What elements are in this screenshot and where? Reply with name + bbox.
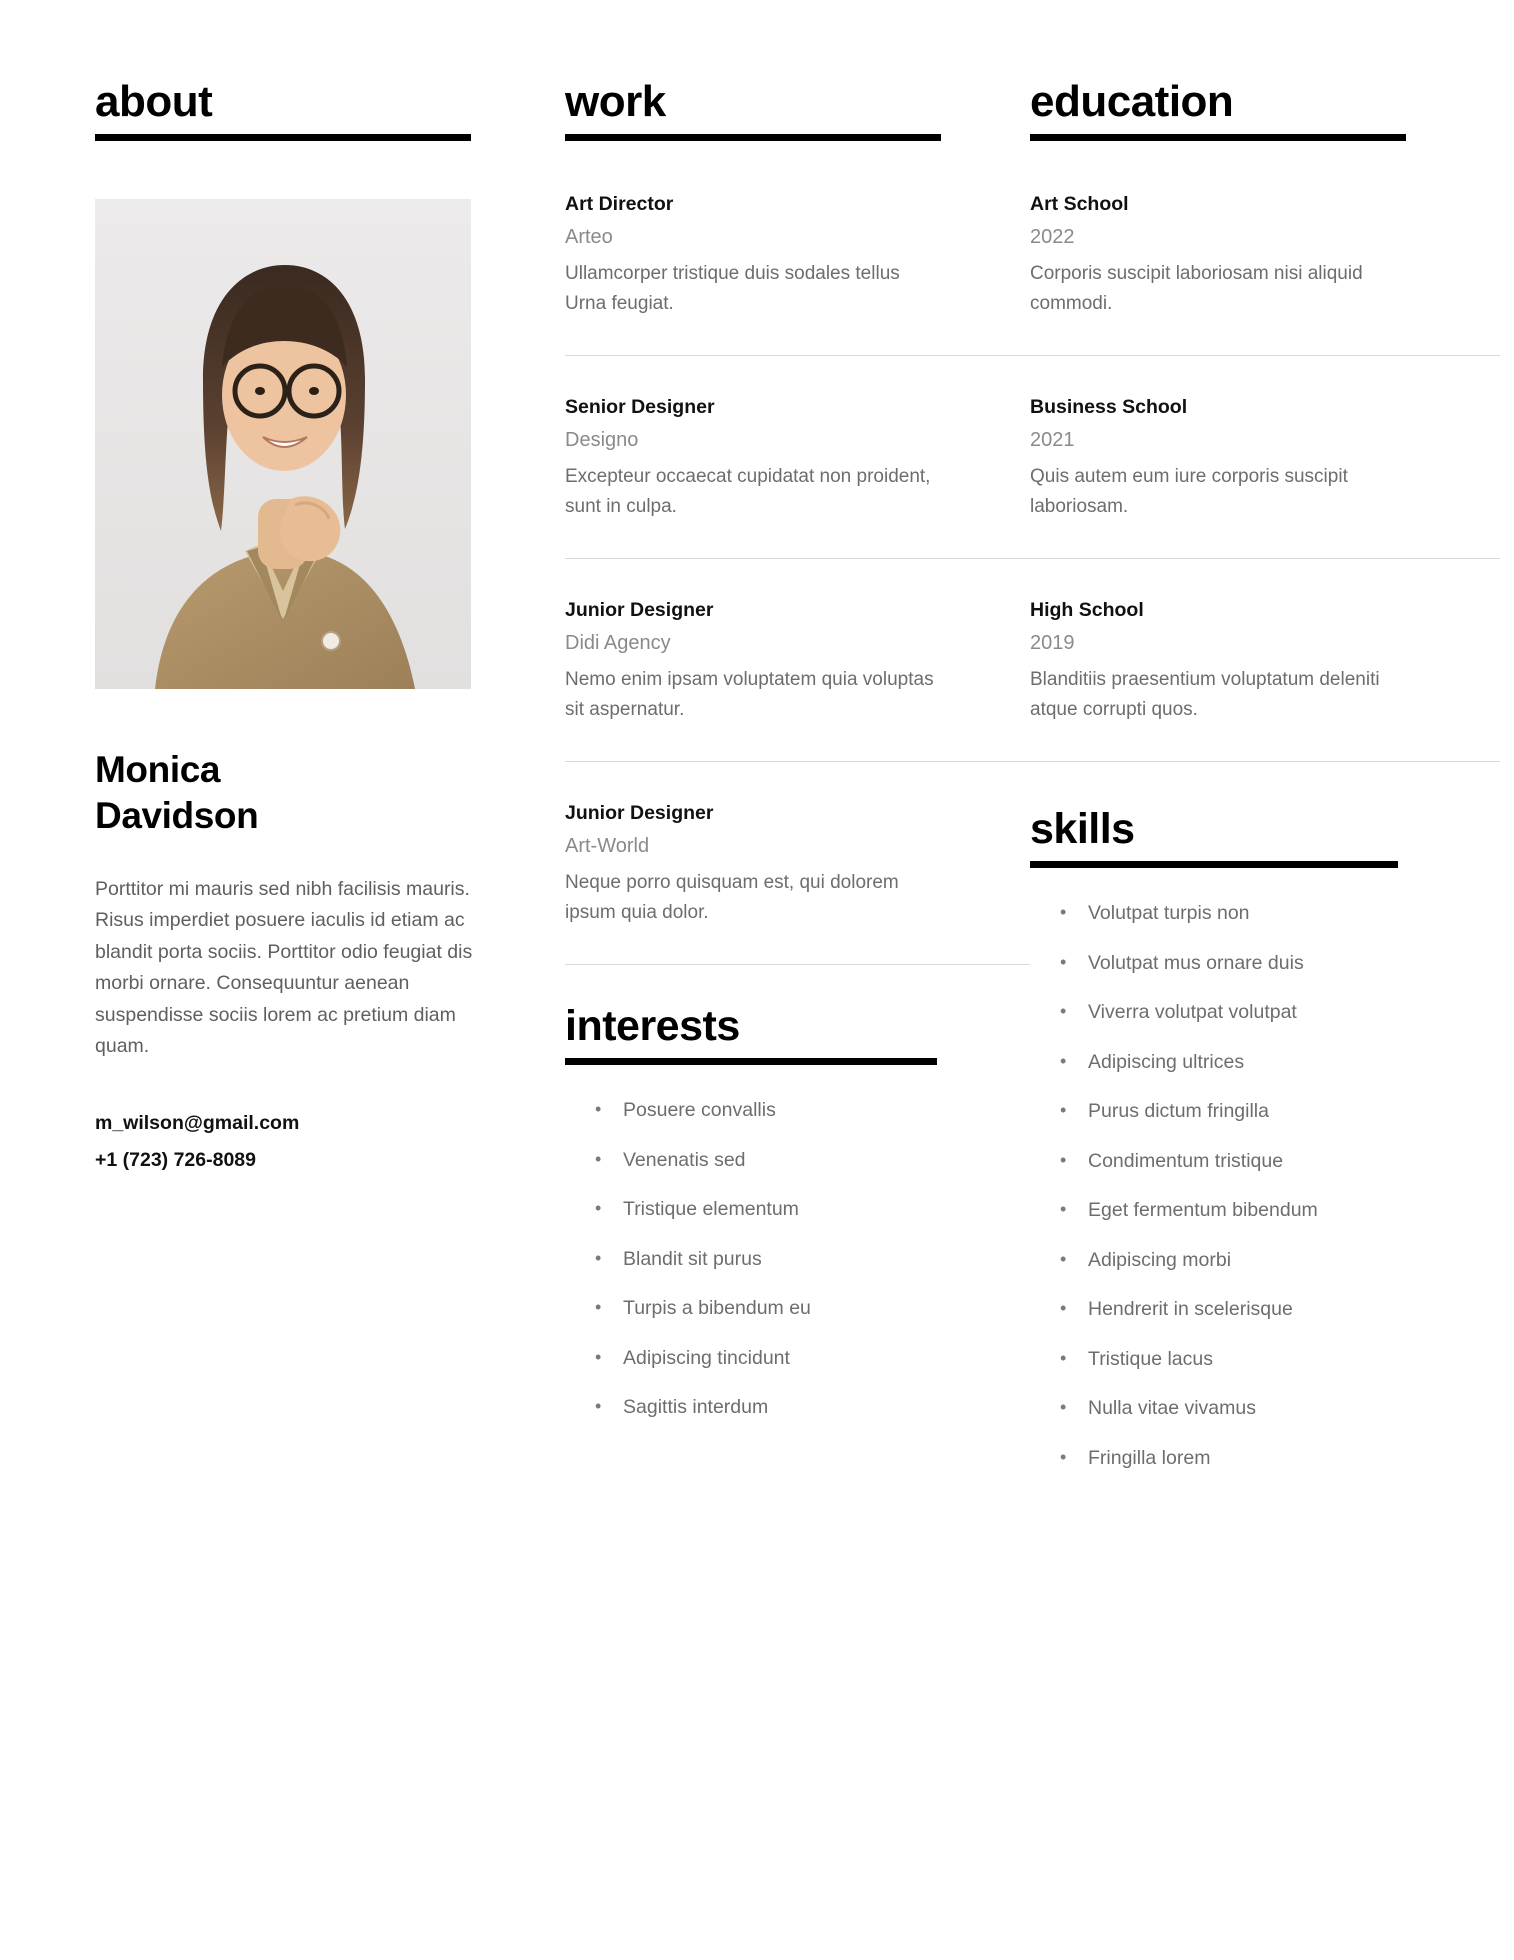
work-entry-description: Neque porro quisquam est, qui dolorem ipsum quia dolor. xyxy=(565,872,899,924)
list-item: • Eget fermentum bibendum xyxy=(1088,1201,1428,1221)
list-item: • Sagittis interdum xyxy=(623,1398,963,1418)
list-item: • Adipiscing ultrices xyxy=(1088,1053,1428,1073)
interests-list xyxy=(565,1101,1030,1418)
interests-section xyxy=(565,1002,1030,1419)
education-entry xyxy=(1030,193,1500,356)
education-entry-description: Blanditiis praesentium voluptatum deleniti atque corrupti quos. xyxy=(1030,669,1380,721)
education-entry-title: High School xyxy=(1030,599,1144,622)
profile-photo-container xyxy=(95,199,471,689)
list-item: • Adipiscing tincidunt xyxy=(623,1349,963,1369)
work-entry-company: Designo xyxy=(565,429,639,452)
section-rule-education xyxy=(1030,134,1406,141)
work-entries xyxy=(565,193,1030,965)
contact-phone[interactable]: +1 (723) 726-8089 xyxy=(95,1149,256,1172)
work-entry-title: Junior Designer xyxy=(565,599,714,622)
work-entry-title: Junior Designer xyxy=(565,802,714,825)
education-entry-year: 2022 xyxy=(1030,226,1075,248)
work-entry-description: Excepteur occaecat cupidatat non proident, sunt in culpa. xyxy=(565,466,931,518)
section-rule-skills xyxy=(1030,861,1398,868)
contact-block xyxy=(95,1105,565,1179)
section-rule-about xyxy=(95,134,471,141)
work-entry xyxy=(565,193,1030,356)
work-column xyxy=(565,77,1030,1448)
work-entry-company: Arteo xyxy=(565,226,613,248)
list-item: • Tristique lacus xyxy=(1088,1350,1428,1370)
profile-bio: Porttitor mi mauris sed nibh facilisis mauris. Risus imperdiet posuere iaculis id etiam ac blandit porta sociis. Porttitor odio feugiat dis morbi ornare. Consequuntur aenean suspendisse sociis lorem ac pretium diam quam. xyxy=(95,877,473,1058)
work-entry xyxy=(565,802,1030,965)
work-entry-title: Art Director xyxy=(565,193,674,215)
profile-name xyxy=(95,747,395,840)
list-item: • Tristique elementum xyxy=(623,1200,963,1220)
education-entry xyxy=(1030,599,1500,762)
list-item: • Nulla vitae vivamus xyxy=(1088,1399,1428,1419)
education-column xyxy=(1030,77,1500,1498)
section-heading-work: work xyxy=(565,77,666,126)
list-item: • Purus dictum fringilla xyxy=(1088,1102,1428,1122)
education-entry-title: Business School xyxy=(1030,396,1188,419)
work-entry-description: Nemo enim ipsam voluptatem quia voluptas sit aspernatur. xyxy=(565,669,934,721)
list-item: • Turpis a bibendum eu xyxy=(623,1299,963,1319)
section-heading-skills: skills xyxy=(1030,805,1135,854)
work-entry-title: Senior Designer xyxy=(565,396,715,419)
education-entry-description: Corporis suscipit laboriosam nisi aliquid commodi. xyxy=(1030,263,1363,315)
education-entry-title: Art School xyxy=(1030,193,1129,215)
section-heading-education: education xyxy=(1030,77,1234,126)
work-entry-company: Art-World xyxy=(565,835,650,858)
section-rule-work xyxy=(565,134,941,141)
education-entry-description: Quis autem eum iure corporis suscipit laboriosam. xyxy=(1030,466,1348,518)
list-item: • Venenatis sed xyxy=(623,1151,963,1171)
education-entries xyxy=(1030,193,1500,762)
education-entry-year: 2019 xyxy=(1030,632,1075,655)
work-entry-description: Ullamcorper tristique duis sodales tellus Urna feugiat. xyxy=(565,263,900,315)
list-item: • Fringilla lorem xyxy=(1088,1449,1428,1469)
list-item: • Volutpat mus ornare duis xyxy=(1088,954,1428,974)
section-heading-about: about xyxy=(95,77,213,126)
list-item: • Condimentum tristique xyxy=(1088,1152,1428,1172)
skills-section xyxy=(1030,805,1500,1469)
education-entry-year: 2021 xyxy=(1030,429,1075,452)
resume-columns xyxy=(95,77,1419,1498)
profile-name-line1: Monica xyxy=(95,749,221,790)
section-rule-interests xyxy=(565,1058,937,1065)
work-entry-company: Didi Agency xyxy=(565,632,671,655)
list-item: • Viverra volutpat volutpat xyxy=(1088,1003,1428,1023)
section-heading-interests: interests xyxy=(565,1002,740,1051)
list-item: • Blandit sit purus xyxy=(623,1250,963,1270)
education-entry xyxy=(1030,396,1500,559)
work-entry xyxy=(565,599,1030,762)
skills-list xyxy=(1030,904,1500,1468)
contact-email[interactable]: m_wilson@gmail.com xyxy=(95,1111,300,1134)
profile-name-line2: Davidson xyxy=(95,795,259,837)
list-item: • Adipiscing morbi xyxy=(1088,1251,1428,1271)
about-column xyxy=(95,77,565,1179)
work-entry xyxy=(565,396,1030,559)
list-item: • Volutpat turpis non xyxy=(1088,904,1428,924)
list-item: • Hendrerit in scelerisque xyxy=(1088,1300,1428,1320)
list-item: • Posuere convallis xyxy=(623,1101,963,1121)
portrait-photo-icon xyxy=(95,199,471,689)
